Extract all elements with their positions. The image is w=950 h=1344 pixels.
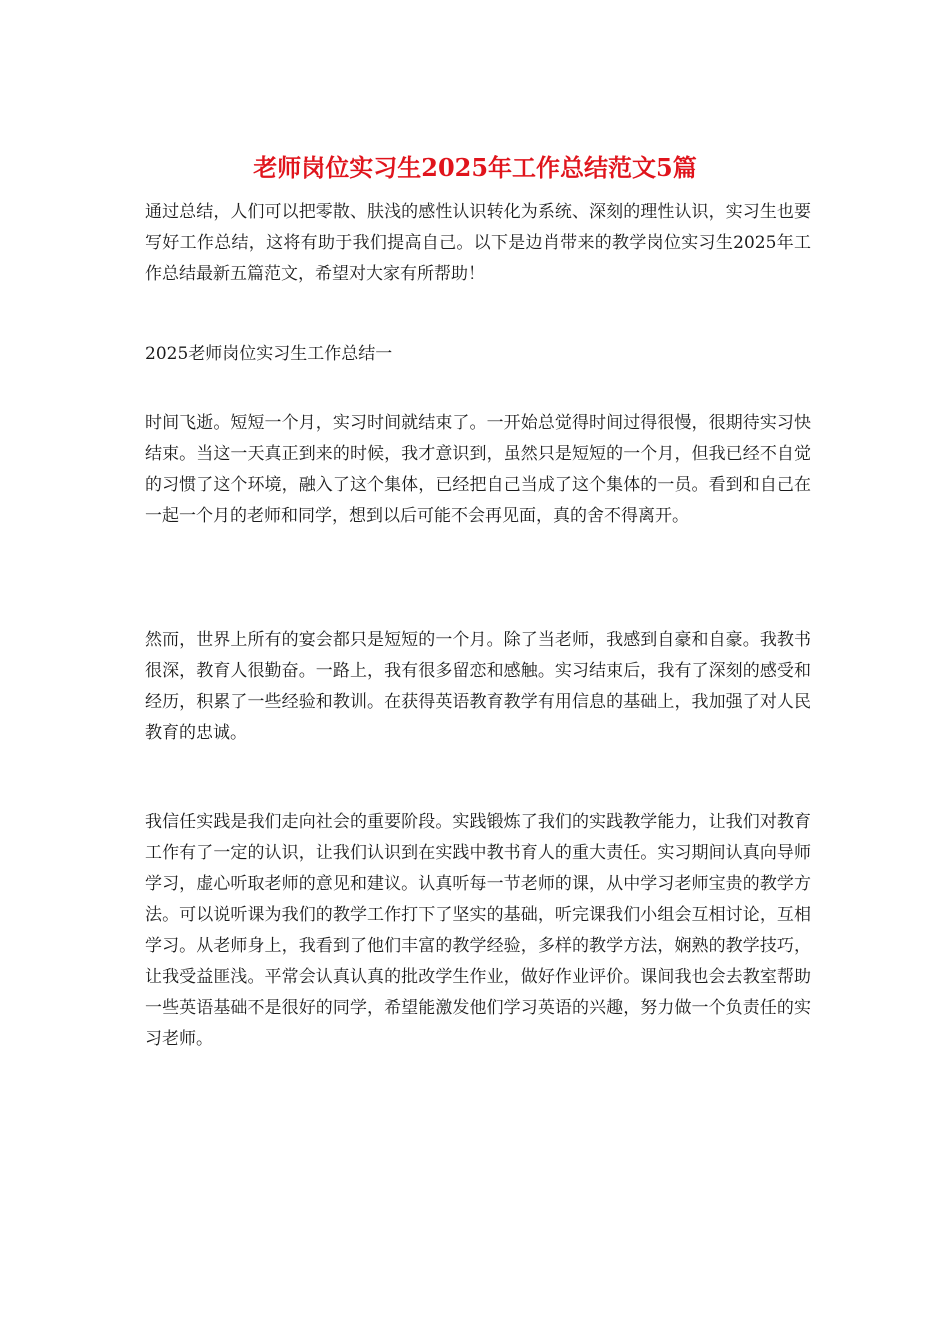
body-paragraph-2: 然而，世界上所有的宴会都只是短短的一个月。除了当老师，我感到自豪和自豪。我教书很深，教育人很勤奋。一路上，我有很多留恋和感触。实习结束后，我有了深刻的感受和经历，积累了一些经验和教训。在获得英语教育教学有用信息的基础上，我加强了对人民教育的忠诚。 [145, 630, 811, 743]
body-paragraph-3: 我信任实践是我们走向社会的重要阶段。实践锻炼了我们的实践教学能力，让我们对教育工作有了一定的认识，让我们认识到在实践中教书育人的重大责任。实习期间认真向导师学习，虚心听取老师的意见和建议。认真听每一节老师的课，从中学习老师宝贵的教学方法。可以说听课为我们的教学工作打下了坚实的基础，听完课我们小组会互相讨论，互相学习。从老师身上，我看到了他们丰富的教学经验，多样的教学方法，娴熟的教学技巧，让我受益匪浅。平常会认真认真的批改学生作业，做好作业评价。课间我也会去教室帮助一些英语基础不是很好的同学，希望能激发他们学习英语的兴趣，努力做一个负责任的实习老师。 [145, 812, 811, 1049]
section-heading: 2025老师岗位实习生工作总结一 [145, 344, 393, 364]
body-paragraph-1: 时间飞逝。短短一个月，实习时间就结束了。一开始总觉得时间过得很慢，很期待实习快结束。当这一天真正到来的时候，我才意识到，虽然只是短短的一个月，但我已经不自觉的习惯了这个环境，融入了这个集体，已经把自己当成了这个集体的一员。看到和自己在一起一个月的老师和同学，想到以后可能不会再见面，真的舍不得离开。 [145, 413, 811, 526]
intro-paragraph: 通过总结，人们可以把零散、肤浅的感性认识转化为系统、深刻的理性认识，实习生也要写好工作总结，这将有助于我们提高自己。以下是边肖带来的教学岗位实习生2025年工作总结最新五篇范文，希望对大家有所帮助！ [145, 202, 811, 284]
document-title: 老师岗位实习生2025年工作总结范文5篇 [253, 153, 697, 182]
